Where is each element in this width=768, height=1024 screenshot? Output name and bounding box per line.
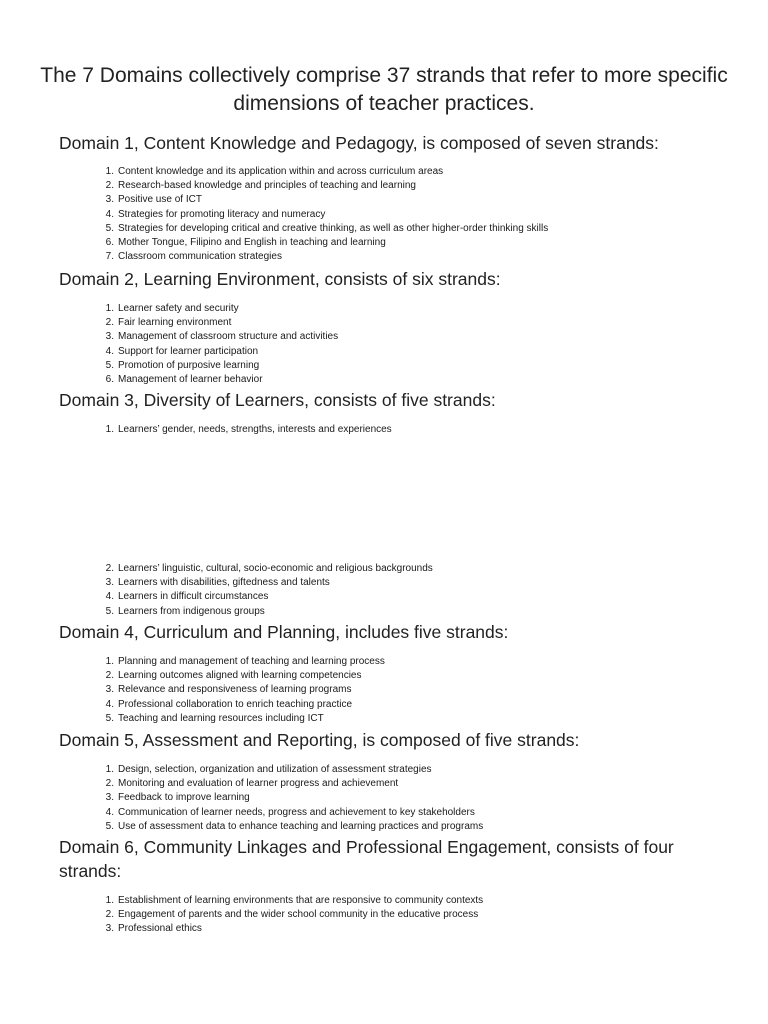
list-item-text: Learners in difficult circumstances (118, 591, 269, 603)
list-item-text: Support for learner participation (118, 345, 259, 357)
list-item-number: 4. (105, 345, 114, 357)
list-item-text: Mother Tongue, Filipino and English in teaching and learning (118, 236, 386, 248)
list-item-text: Learners’ gender, needs, strengths, interests and experiences (118, 424, 392, 435)
list-item-number: 1. (105, 656, 114, 667)
page-title: The 7 Domains collectively comprise 37 strands that refer to more specific dimensions of teacher practices. (40, 64, 728, 115)
list-item-text: Learners’ linguistic, cultural, socio-economic and religious backgrounds (118, 563, 433, 574)
list-item-text: Management of learner behavior (118, 373, 263, 385)
list-item-text: Learners with disabilities, giftedness and talents (118, 577, 330, 589)
list-item-text: Professional ethics (118, 923, 202, 935)
list-item-number: 2. (105, 670, 114, 682)
list-item-text: Relevance and responsiveness of learning programs (118, 684, 352, 696)
list-item-number: 3. (105, 331, 114, 343)
list-item-number: 5. (105, 820, 114, 832)
list-item-number: 2. (105, 909, 114, 921)
list-item-number: 3. (105, 684, 114, 696)
list-item-text: Positive use of ICT (118, 194, 202, 206)
list-item-number: 2. (105, 563, 114, 574)
domain-6-heading: Domain 6, Community Linkages and Professional Engagement, consists of four strands: (59, 837, 674, 881)
domain-4-heading: Domain 4, Curriculum and Planning, includes five strands: (59, 622, 509, 642)
list-item-text: Fair learning environment (118, 317, 232, 329)
list-item-number: 1. (105, 303, 114, 314)
list-item-number: 4. (105, 806, 114, 818)
list-item-number: 4. (105, 591, 114, 603)
list-item-text: Teaching and learning resources including ICT (118, 712, 324, 724)
list-item-number: 3. (105, 194, 114, 206)
list-item-text: Establishment of learning environments that are responsive to community contexts (118, 895, 484, 906)
list-item-number: 3. (105, 792, 114, 804)
list-item-number: 7. (105, 251, 114, 263)
list-item-text: Learners from indigenous groups (118, 605, 265, 617)
list-item-text: Research-based knowledge and principles of teaching and learning (118, 180, 416, 192)
list-item-number: 1. (105, 166, 114, 177)
list-item-text: Professional collaboration to enrich teaching practice (118, 698, 353, 710)
domain-2-heading: Domain 2, Learning Environment, consists of six strands: (59, 269, 501, 289)
list-item-number: 6. (105, 373, 114, 385)
list-item-number: 1. (105, 424, 114, 435)
list-item-number: 5. (105, 605, 114, 617)
domain-1-heading: Domain 1, Content Knowledge and Pedagogy, is composed of seven strands: (59, 133, 659, 153)
list-item-number: 4. (105, 208, 114, 220)
list-item-number: 3. (105, 923, 114, 935)
list-item-text: Planning and management of teaching and learning process (118, 656, 385, 667)
list-item-text: Engagement of parents and the wider school community in the educative process (118, 909, 479, 921)
list-item-number: 2. (105, 317, 114, 329)
list-item-text: Learning outcomes aligned with learning competencies (118, 670, 362, 682)
list-item-number: 5. (105, 222, 114, 234)
list-item-text: Use of assessment data to enhance teaching and learning practices and programs (118, 820, 484, 832)
list-item-text: Design, selection, organization and utilization of assessment strategies (118, 764, 432, 775)
list-item-number: 6. (105, 236, 114, 248)
list-item-text: Learner safety and security (118, 303, 239, 314)
list-item-text: Feedback to improve learning (118, 792, 250, 804)
domain-5-heading: Domain 5, Assessment and Reporting, is composed of five strands: (59, 730, 580, 750)
list-item-number: 5. (105, 359, 114, 371)
list-item-text: Strategies for promoting literacy and numeracy (118, 208, 326, 220)
list-item-text: Content knowledge and its application within and across curriculum areas (118, 166, 444, 177)
list-item-text: Monitoring and evaluation of learner progress and achievement (118, 778, 399, 790)
list-item-text: Management of classroom structure and activities (118, 331, 339, 343)
list-item-number: 4. (105, 698, 114, 710)
list-item-text: Promotion of purposive learning (118, 359, 260, 371)
list-item-number: 1. (105, 764, 114, 775)
list-item-text: Communication of learner needs, progress and achievement to key stakeholders (118, 806, 475, 818)
list-item-number: 1. (105, 895, 114, 906)
list-item-text: Strategies for developing critical and creative thinking, as well as other higher-order thinking skills (118, 222, 549, 234)
list-item-text: Classroom communication strategies (118, 251, 282, 263)
list-item-number: 5. (105, 712, 114, 724)
list-item-number: 2. (105, 180, 114, 192)
list-item-number: 2. (105, 778, 114, 790)
domain-3-heading: Domain 3, Diversity of Learners, consists of five strands: (59, 390, 496, 410)
list-item-number: 3. (105, 577, 114, 589)
